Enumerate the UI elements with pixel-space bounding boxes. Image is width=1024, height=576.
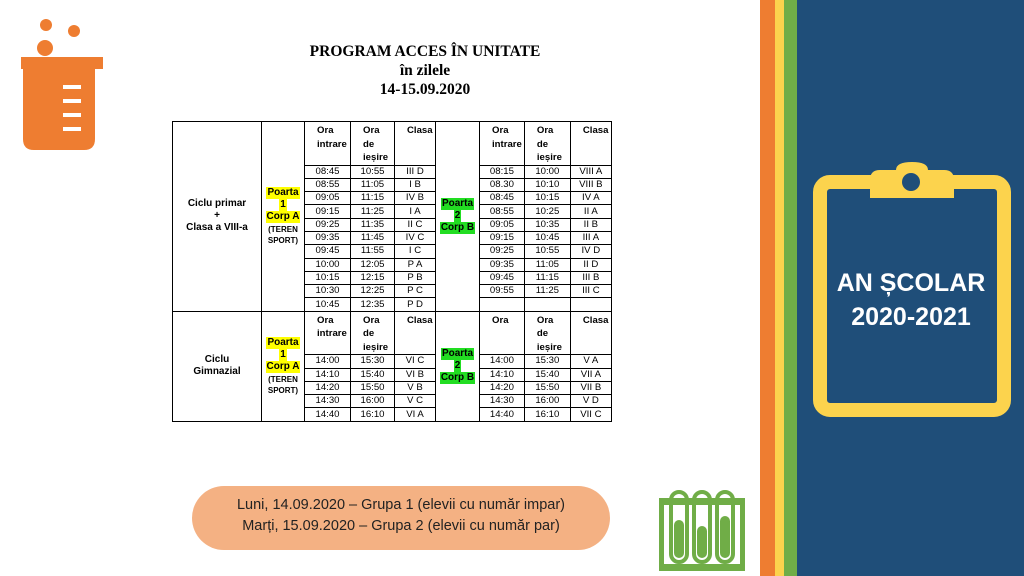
header-class: Clasa [570,122,611,166]
table-cell: 16:10 [351,408,395,421]
gate-label: Poarta [267,186,299,198]
gate-label: Poarta [441,198,474,210]
yellow-stripe [775,0,784,576]
title-line2: în zilele [399,62,451,79]
table-cell: P D [395,298,436,311]
table-cell: 14:00 [305,355,351,368]
cycle-label-line: Clasa a VIII-a [186,222,248,234]
gate-label: Poarta [441,348,474,360]
table-cell: 11:15 [351,192,395,205]
table-cell: 11:15 [524,271,570,284]
table-cell: II C [395,218,436,231]
green-stripe [784,0,797,576]
header-entry: Ora intrare [305,122,351,166]
table-cell: 09:25 [305,218,351,231]
test-tubes-icon [657,490,747,572]
table-cell: 10:55 [351,165,395,178]
table-cell: I B [395,178,436,191]
table-cell: VII C [570,408,611,421]
table-cell: 14:00 [480,355,525,368]
table-cell: 09:45 [480,271,525,284]
schedule-table [172,121,612,422]
gate-note: (TEREN [268,224,298,234]
group-1-line: Luni, 14.09.2020 – Grupa 1 (elevii cu număr impar) [236,497,566,513]
table-cell: 10:25 [524,205,570,218]
group-2-line: Marți, 15.09.2020 – Grupa 2 (elevii cu număr par) [242,518,560,534]
table-cell: II D [570,258,611,271]
table-cell: 09:15 [480,231,525,244]
primary-header-row [173,122,612,166]
table-cell: 11:05 [524,258,570,271]
table-cell [570,298,611,311]
header-class: Clasa [570,311,611,355]
header-ora: Ora [480,311,525,355]
gymnasium-cycle-cell [173,311,262,421]
table-cell: 09:45 [305,245,351,258]
table-cell: IV A [570,192,611,205]
table-cell: 12:35 [351,298,395,311]
table-cell: 15:40 [524,368,570,381]
table-cell: 14:20 [305,381,351,394]
table-cell: III B [570,271,611,284]
gymnasium-section [173,311,612,421]
table-cell: 09:25 [480,245,525,258]
table-cell: I C [395,245,436,258]
table-cell: VII B [570,381,611,394]
table-cell: 11:25 [524,285,570,298]
table-cell: P B [395,271,436,284]
gate-building: Corp A [266,360,300,372]
gate-note: SPORT) [267,385,299,395]
table-cell: 14:10 [305,368,351,381]
cycle-label-line: Ciclu primar [187,198,247,210]
table-cell: 08:55 [305,178,351,191]
table-cell: VI A [395,408,436,421]
header-entry: Ora intrare [480,122,525,166]
gymnasium-header-row [173,311,612,355]
gate-2-cell [436,122,480,312]
gate-1-cell [262,311,305,421]
gate-number: 2 [454,360,461,372]
table-cell: VI C [395,355,436,368]
table-cell: III D [395,165,436,178]
table-cell: 16:10 [524,408,570,421]
table-cell: 15:50 [351,381,395,394]
header-entry: Ora intrare [305,311,351,355]
table-cell: 10:30 [305,285,351,298]
header-exit: Ora de ieșire [524,122,570,166]
table-cell: 14:20 [480,381,525,394]
school-year-line2: 2020-2021 [851,303,971,331]
gate-label: Poarta [267,336,299,348]
cycle-label-line: Gimnazial [193,366,241,378]
school-year-label [836,266,986,334]
table-cell: 16:00 [524,395,570,408]
gate-building: Corp A [266,210,300,222]
table-cell: 12:05 [351,258,395,271]
orange-stripe [760,0,775,576]
table-cell: 10:15 [524,192,570,205]
table-cell [480,298,525,311]
header-exit: Ora de ieșire [351,311,395,355]
gate-1-cell [262,122,305,312]
table-cell: 08:55 [480,205,525,218]
gate-building: Corp B [440,222,475,234]
table-cell: 12:15 [351,271,395,284]
table-cell: 15:30 [524,355,570,368]
header-class: Clasa [395,122,436,166]
gate-building: Corp B [440,372,475,384]
table-cell: 12:25 [351,285,395,298]
page-title [250,42,600,99]
cycle-label-line: + [214,210,220,222]
table-cell: 10:45 [305,298,351,311]
table-cell: I A [395,205,436,218]
table-cell: II B [570,218,611,231]
header-exit: Ora de ieșire [524,311,570,355]
table-cell: V D [570,395,611,408]
gate-number: 1 [280,348,286,360]
table-cell: 08:45 [480,192,525,205]
table-cell: 14:40 [305,408,351,421]
table-cell: IV D [570,245,611,258]
table-cell: 08:15 [480,165,525,178]
school-year-line1: AN ȘCOLAR [836,269,986,297]
header-exit: Ora de ieșire [351,122,395,166]
title-line3: 14-15.09.2020 [379,81,471,98]
primary-section [173,122,612,312]
table-cell: 10:00 [524,165,570,178]
table-cell [524,298,570,311]
table-cell: 10:45 [524,231,570,244]
table-cell: III C [570,285,611,298]
table-cell: 11:55 [351,245,395,258]
table-cell: II A [570,205,611,218]
table-cell: 16:00 [351,395,395,408]
table-cell: IV C [395,231,436,244]
table-cell: 09:15 [305,205,351,218]
gate-note: SPORT) [267,235,299,245]
table-cell: III A [570,231,611,244]
table-cell: P A [395,258,436,271]
header-class: Clasa [395,311,436,355]
cycle-label-line: Ciclu [204,354,230,366]
table-cell: IV B [395,192,436,205]
table-cell: 09:55 [480,285,525,298]
gate-note: (TEREN [268,374,298,384]
table-cell: 08:45 [305,165,351,178]
table-cell: 14:30 [480,395,525,408]
table-cell: 10:00 [305,258,351,271]
table-cell: 10:55 [524,245,570,258]
table-cell: 10:10 [524,178,570,191]
table-cell: 14:10 [480,368,525,381]
table-cell: 09:05 [305,192,351,205]
gate-number: 1 [280,198,286,210]
table-cell: VII A [570,368,611,381]
table-cell: 14:30 [305,395,351,408]
table-cell: 15:30 [351,355,395,368]
flask-icon [15,15,107,155]
gate-2-cell [436,311,480,421]
table-cell: P C [395,285,436,298]
groups-note [192,486,610,550]
table-cell: VIII B [570,178,611,191]
table-cell: 15:50 [524,381,570,394]
table-cell: 11:35 [351,218,395,231]
table-cell: 10:35 [524,218,570,231]
table-cell: VI B [395,368,436,381]
gate-number: 2 [454,210,461,222]
table-cell: V B [395,381,436,394]
table-cell: 15:40 [351,368,395,381]
table-cell: VIII A [570,165,611,178]
table-cell: 11:45 [351,231,395,244]
table-cell: 09:35 [480,258,525,271]
table-cell: 10:15 [305,271,351,284]
table-cell: 14:40 [480,408,525,421]
table-cell: V C [395,395,436,408]
title-line1: PROGRAM ACCES ÎN UNITATE [309,43,541,60]
table-cell: V A [570,355,611,368]
table-cell: 09:35 [305,231,351,244]
primary-cycle-cell [173,122,262,312]
table-cell: 08.30 [480,178,525,191]
table-cell: 11:25 [351,205,395,218]
table-cell: 09:05 [480,218,525,231]
table-cell: 11:05 [351,178,395,191]
